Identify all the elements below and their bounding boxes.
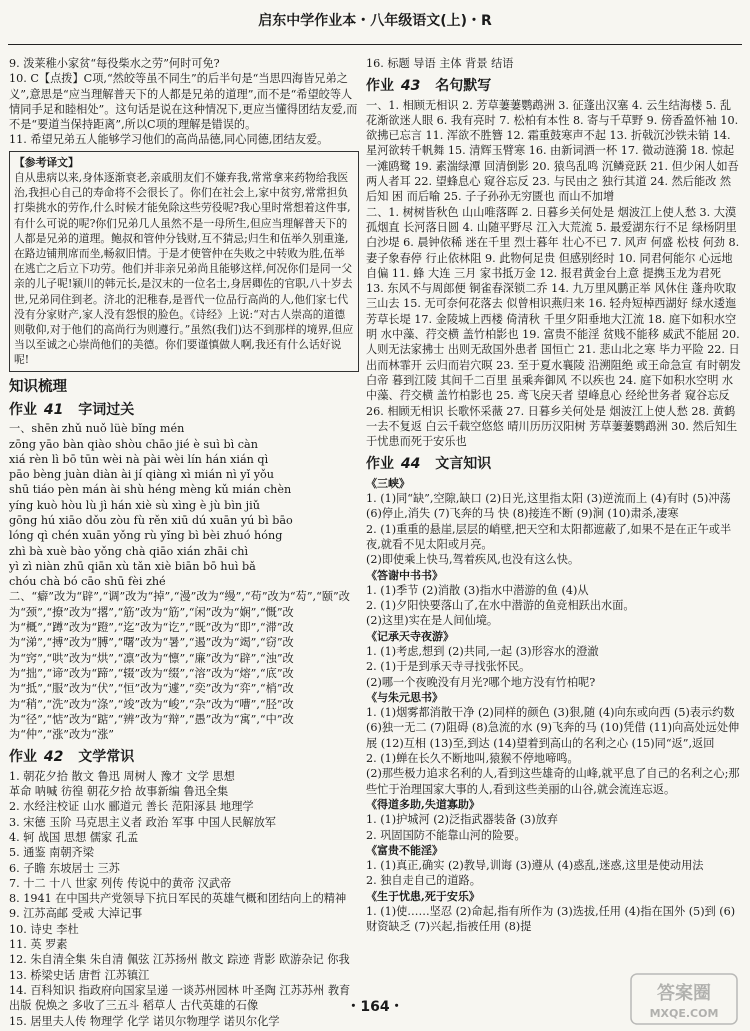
literature-answer: 7. 十二 十八 世家 列传 传说中的黄帝 汉武帝	[9, 876, 232, 890]
literature-answer: 8. 1941 在中国共产党领导下抗日军民的英雄气概和团结向上的精神	[9, 892, 347, 906]
header-rule	[8, 44, 742, 45]
literature-answer: 3. 宋德 玉阶 马克思主义者 政治 军事 中国人民解放军	[9, 815, 276, 829]
homework-43-topic: 名句默写	[435, 78, 492, 95]
pinyin-line: xiá rèn lì bō tūn wèi nà pài wèi lín hán xián qì	[9, 452, 269, 466]
literature-answer: 革命 呐喊 彷徨 朝花夕拾 故事新编 鲁迅全集	[9, 785, 229, 799]
pinyin-line: zōng yāo bàn qiào shòu chāo jié è suì bì càn	[9, 437, 258, 451]
page-header	[0, 0, 750, 46]
watermark-line-1: 答案圈	[657, 983, 711, 1004]
pinyin-line: pāo bèng juàn diàn ài jí qiàng xì mián nì yǐ yǒu	[9, 468, 274, 482]
text-title-sanxia: 《三峡》	[366, 476, 410, 490]
classical-answer: 1. (1)同“缺”,空隙,缺口 (2)日光,这里指太阳 (3)逆流而上 (4)有时 (5)冲荡 (6)停止,消失 (7)飞奔的马 快 (8)接连不断 (9)涧 (10)肃杀,凄寒	[366, 492, 735, 521]
classical-answer: (2)那些极力追求名利的人,看到这些雄奇的山峰,就平息了自己的名利之心;那些忙于治理国家大事的人,看到这些美丽的山谷,就会流连忘返。	[366, 767, 740, 796]
homework-44-title	[366, 457, 742, 472]
literature-answer: 2. 水经注校证 山水 郦道元 善长 范阳涿县 地理学	[9, 800, 254, 814]
page-header-title: 启东中学作业本・八年级语文(上)・R	[258, 13, 492, 29]
literature-answer: 14. 百科知识 指政府向国家呈递 一谈苏州园林 叶圣陶 江苏苏州 教育 出版 倪焕之 多收了三五斗 稻草人 古代英雄的石像	[9, 983, 354, 1013]
reference-translation-text: 自从患病以来,身体逐渐衰老,亲戚朋友们不嫌弃我,常常拿来药物给我医治,我担心自己的寿命将不会很长了。你们在社会上,家中贫穷,常常担负打柴挑水的劳作,什么时候才能免除这些劳役呢?我心里时常想着这件事,有什么可说的呢?你们兄弟几人虽然不是一母所生,但应当理解普天下的人都是兄弟的道理。鲍叔和管仲分钱财,互不猜忌;归生和伍举久别重逢,在路边铺荆席而坐,畅叙旧情。于是才使管仲在失败之中转败为胜,伍举在逃亡之后立下功劳。他们并非亲兄弟尚且能够这样,何况你们是同一父亲的儿子呢!颍川的韩元长,是汉末的一位名士,身居卿佐的官职,八十岁去世,兄弟同住到老。济北的汜稚春,是晋代一位品行高尚的人,他们家七代没有分家财产,家人没有怨恨的脸色。《诗经》上说:“对古人崇高的道德则敬仰,对于他们的高尚行为则遵行。”虽然(我们)达不到那样的境界,但应当以至诚之心崇尚他们的美德。你们要谨慎做人啊,我还有什么话好说呢!	[14, 170, 354, 367]
pinyin-line: shū tiáo pèn mán ài shù héng mèng kǔ mián chèn	[9, 483, 292, 497]
literature-answer: 6. 子瞻 东坡居士 三苏	[9, 861, 120, 875]
classical-answer: 1. (1)使……坚忍 (2)命起,指有所作为 (3)选拔,任用 (4)指在国外 (5)到 (6)财资缺乏 (7)兴起,指被任用 (8)提	[366, 905, 736, 934]
homework-41-number: 41	[43, 401, 64, 418]
site-watermark-logo	[630, 973, 738, 1025]
classical-answer: (2)哪一个夜晚没有月光?哪个地方没有竹柏呢?	[366, 675, 596, 689]
pinyin-line: yì zì niàn zhū qiān xù tǎn xiè biān bō huì bǎ	[9, 559, 256, 573]
homework-44-topic: 文言知识	[435, 456, 492, 473]
literature-answer: 15. 居里夫人传 物理学 化学 诺贝尔物理学 诺贝尔化学	[9, 1014, 280, 1028]
literature-answer: 4. 轲 战国 思想 儒家 孔孟	[9, 830, 139, 844]
classical-answer: 2. 巩固国防不能靠山河的险要。	[366, 828, 526, 842]
quote-answers-part-2: 二、1. 树树皆秋色 山山唯落晖 2. 日暮乡关何处是 烟波江上使人愁 3. 大漠孤烟直 长河落日圆 4. 山随平野尽 江入大荒流 5. 最爱湖东行不足 绿杨阴里白沙堤 6. 晨钟依稀 迷在千里 烈士暮年 壮心不已 7. 风声 何盛 松枝 何劲 8. 妻子象春停 行止依林阻 9. 此物何足贵 但感别经时 10. 同君何能尔 心远地自偏 11. 蜂 大连 三月 家书抵万金 12. 报君黄金台上意 提携玉龙为君死 13. 东风不与周郎便 铜雀春深锁二乔 14. 九万里风鹏正举 风休住 蓬舟吹取三山去 15. 无可奈何花落去 似曾相识燕归来 16. 轻舟短棹西湖好 绿水逶迤 芳草长堤 17. 金陵城上西楼 倚清秋 千里夕阳垂地大江流 18. 庭下如积水空明 水中藻、荇交横 盖竹柏影也 19. 富贵不能淫 贫贱不能移 威武不能屈 20. 人则无法家拂士 出则无敌国外患者 国恒亡 21. 悲山北之寒 毕力平险 22. 日出而林霏开 云归而岩穴暝 23. 至于夏水襄陵 沿溯阻绝 或王命急宣 有时朝发白帝 暮到江陵 其间千二百里 虽乘奔御风 不以疾也 24. 庭下如积水空明 水中藻、荇交横 盖竹柏影也 25. 鸢飞戾天者 望峰息心 经纶世务者 窥谷忘反 26. 相顾无相识 长歌怀采薇 27. 日暮乡关何处是 烟波江上使人愁 28. 黄鹤一去不复返 白云千载空悠悠 晴川历历汉阳树 芳草萋萋鹦鹉洲 30. 然后知生于忧患而死于安乐也	[366, 205, 744, 449]
classical-answer: 1. (1)季节 (2)消散 (3)指水中潜游的鱼 (4)从	[366, 583, 589, 597]
literature-answer: 9. 江苏高邮 受戒 大淖记事	[9, 907, 143, 921]
classical-answer: 1. (1)烟雾都消散干净 (2)同样的颜色 (3)狠,随 (4)向东或向西 (5)表示约数 (6)独一无二 (7)阻碍 (8)急流的水 (9)飞奔的马 (10)凭借 (11)向高处远处伸展 (12)互相 (13)至,到达 (14)望着到高山的名利之心 (15)同“返”,返回	[366, 706, 740, 750]
pinyin-line: chóu chà bó cāo shū fèi zhé	[9, 575, 166, 589]
pinyin-line: yíng kuò hòu lù jì hán xiè sù xìng è jù bìn jiǔ	[9, 498, 260, 512]
text-title-dedaoduozhu: 《得道多助,失道寡助》	[366, 797, 480, 811]
homework-42-label: 作业	[9, 749, 37, 766]
text-title-zhuyuansi: 《与朱元思书》	[366, 690, 443, 704]
homework-43-label: 作业	[366, 78, 394, 95]
classical-answer: 2. (1)重重的悬崖,层层的峭壁,把天空和太阳都遮蔽了,如果不是在正午或半夜,就看不见太阳或月亮。	[366, 522, 732, 551]
answer-10: 10. C【点拨】C项,“然皎等虽不同生”的后半句是“当思四海皆兄弟之义”,意思是“应当理解普天下的人都是兄弟的道理”,而不是“希望皎等人情同手足和睦相处”。这句话是说在这种情况下,更应当懂得团结友爱,而不是“要道当保持距离”,所以C项的理解是错误的。	[9, 72, 358, 132]
literature-answer: 13. 桥梁史话 唐哲 江苏镇江	[9, 968, 150, 982]
pinyin-line: lóng qì chén xuān yǒng rù yǐng bì bèi zhuó hóng	[9, 529, 283, 543]
text-title-fuguibunengyin: 《富贵不能淫》	[366, 843, 443, 857]
homework-41-topic: 字词过关	[78, 401, 135, 418]
homework-41-title	[9, 403, 359, 418]
classical-answer: 1. (1)真正,确实 (2)教导,训诲 (3)遵从 (4)惑乱,迷惑,这里是使动用法	[366, 859, 704, 873]
homework-43-number: 43	[400, 78, 421, 95]
homework-42-title	[9, 750, 359, 765]
left-column	[9, 56, 359, 1028]
homework-42-topic: 文学常识	[78, 749, 135, 766]
homework-41-label: 作业	[9, 401, 37, 418]
classical-answer: 2. (1)于是到承天寺寻找张怀民。	[366, 660, 531, 674]
reference-translation-box	[9, 151, 359, 372]
answer-16: 16. 标题 导语 主体 背景 结语	[366, 57, 514, 70]
literature-answer: 11. 英 罗素	[9, 938, 68, 952]
homework-42-number: 42	[43, 749, 64, 766]
classical-answer: (2)这里)实在是人间仙境。	[366, 614, 499, 628]
classical-answer: 2. (1)夕阳快要落山了,在水中潜游的鱼竞相跃出水面。	[366, 599, 635, 613]
answer-11: 11. 希望兄弟五人能够学习他们的高尚品德,同心同德,团结友爱。	[9, 133, 329, 147]
homework-43-title	[366, 79, 742, 94]
literature-answer: 5. 通鉴 南朝齐梁	[9, 846, 94, 860]
literature-answer: 10. 诗史 李杜	[9, 922, 79, 936]
watermark-line-2: MXQE.COM	[649, 1007, 719, 1020]
literature-answer: 12. 朱自清全集 朱自清 佩弦 江苏扬州 散文 踪迹 背影 欧游杂记 你我	[9, 953, 350, 967]
pinyin-line: gōng hú xiāo dǒu zòu fù rěn xiū dú xuān yú bì bāo	[9, 514, 293, 527]
section-heading: 知识梳理	[9, 378, 67, 395]
classical-answer: 1. (1)护城河 (2)泛指武器装备 (3)放弃	[366, 813, 558, 827]
reference-translation-title: 【参考译文】	[14, 155, 79, 169]
classical-answer: 2. 独自走自己的道路。	[366, 874, 481, 888]
right-column	[366, 56, 742, 1016]
literature-answer: 1. 朝花夕拾 散文 鲁迅 周树人 豫才 文学 思想	[9, 769, 235, 783]
homework-44-number: 44	[400, 456, 421, 473]
text-title-shengyuyouhuan: 《生于忧患,死于安乐》	[366, 889, 480, 903]
classical-answer: 2. (1)蝉在长久不断地叫,猿猴不停地啼鸣。	[366, 752, 579, 766]
text-title-daxiezhongshu: 《答谢中书书》	[366, 568, 443, 582]
homework-44-label: 作业	[366, 456, 394, 473]
classical-answer: 1. (1)考虑,想到 (2)共同,一起 (3)形容水的澄澈	[366, 644, 599, 658]
answer-9: 9. 泼莱稚小家贫“每役柴水之劳”何时可免?	[9, 57, 220, 70]
classical-answer: (2)即使乘上快马,驾着疾风,也没有这么快。	[366, 553, 580, 567]
pinyin-line: 一、shēn zhǔ nuǒ lüè bǐng mén	[9, 422, 185, 436]
page-number: ・164・	[346, 999, 404, 1015]
character-corrections: 二、“癖”改为“辟”,“调”改为“掉”,“漫”改为“缦”,“苟”改为“芶”,“颐”改为“颈”,“撩”改为“撂”,“筋”改为“筋”,“闲”改为“娴”,“慨”改为“概”,“蹲”改为“蹬”,“迄”改为“讫”,“既”改为“即”,“滞”改为“涕”,“搏”改为“膊”,“曙”改为“暑”,“遏”改为“竭”,“窃”改为“窍”,“哄”改为“烘”,“凛”改为“懔”,“廉”改为“辟”,“浊”改为“拙”,“谛”改为“蹄”,“辍”改为“缀”,“溶”改为“熔”,“底”改为“抵”,“服”改为“伏”,“恒”改为“遽”,“奕”改为“弈”,“梢”改为“稍”,“洗”改为“涤”,“竣”改为“峻”,“杂”改为“嘈”,“胫”改为“径”,“惦”改为“踮”,“辨”改为“辩”,“愚”改为“寓”,“中”改为“仲”,“涨”改为“涨”	[9, 590, 350, 742]
quote-answers-part-1: 一、1. 相顾无相识 2. 芳草萋萋鹦鹉洲 3. 征蓬出汉塞 4. 云生结海楼 5. 乱花渐欲迷人眼 6. 我有亮时 7. 松柏有本性 8. 寄与千草野 9. 傍香盈怀袖 10. 欲拂已忘言 11. 浑欲不胜簪 12. 霜重鼓寒声不起 13. 折戟沉沙铁未销 14. 星河欲转千帆舞 15. 清辉玉臂寒 16. 由新词酒一杯 17. 微动涟漪 18. 惊起一滩鸥鹭 19. 素湍绿潭 回清倒影 20. 猿鸟乱鸣 沉鳞竞跃 21. 但少闲人如吾两人者耳 22. 望蜂息心 窥谷忘反 23. 与民由之 独行其道 24. 然后能改 然后知 困 而后喻 25. 子子孙孙无穷匮也 而山不加增	[366, 98, 742, 204]
pinyin-line: zhì bà xuè bào yǒng chà qiāo xián zhāi chì	[9, 544, 249, 558]
text-title-chengtiansi: 《记承天寺夜游》	[366, 629, 454, 643]
